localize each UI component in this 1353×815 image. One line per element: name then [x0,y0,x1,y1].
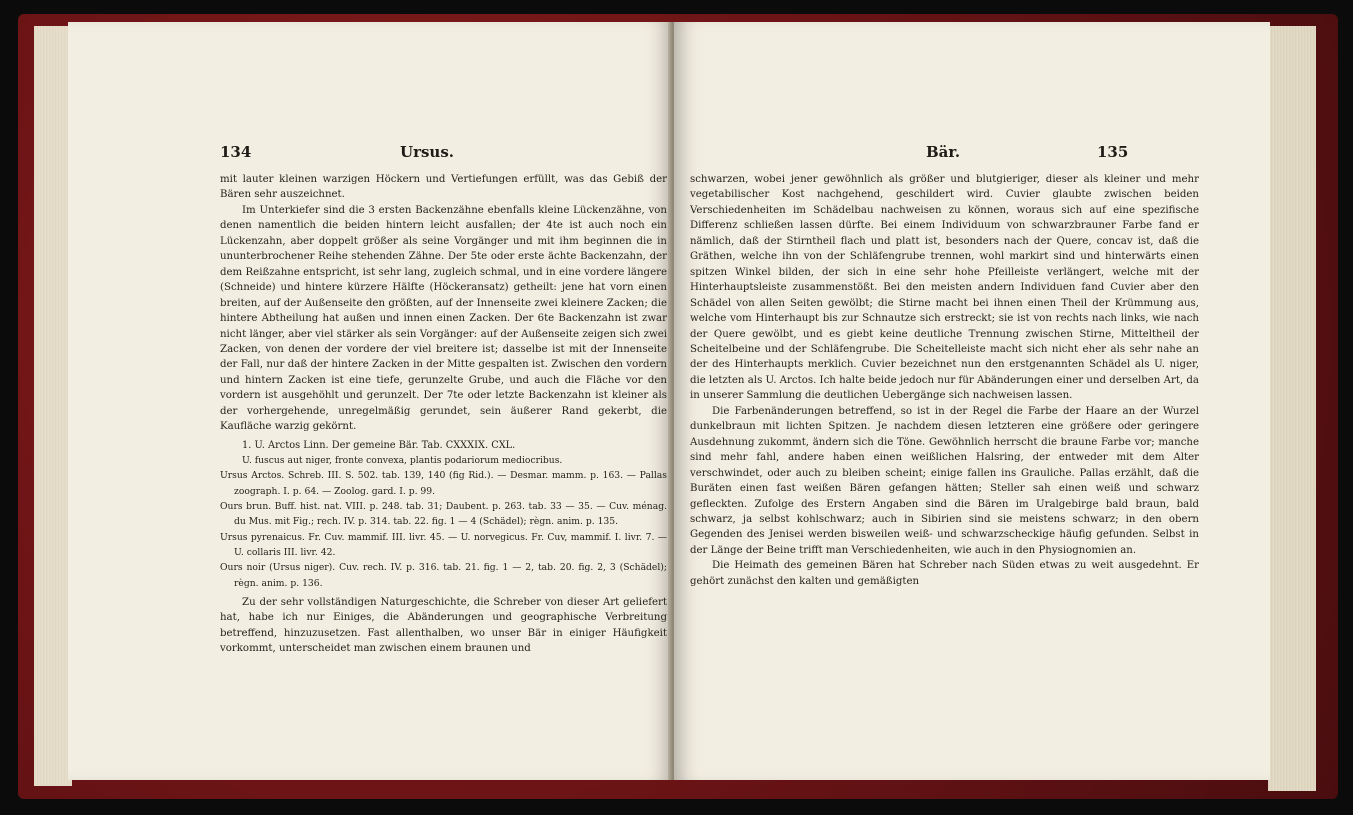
page-number: 135 [1097,143,1129,161]
synonymy [220,453,667,591]
paragraph: Die Heimath des gemeinen Bären hat Schreber nach Süden etwas zu weit ausgedehnt. Er gehört zunächst den kalten und gemäßigten [690,560,1199,587]
left-page [68,22,672,780]
species-heading: 1. U. Arctos Linn. Der gemeine Bär. Tab. CXXXIX. CXL. [242,439,516,451]
paragraph: Die Farbenänderungen betreffend, so ist in der Regel die Farbe der Haare an der Wurzel dunkelbraun mit lichten Spitzen. Je nachdem diesen letzteren eine größere oder geringere Ausdehnung zukommt, ändern sich die Töne. Gewöhnlich herrscht die braune Farbe vor; manche sind mehr fahl, andere haben einen weißlichen Halsring, der entweder mit dem Alter verschwindet, oder auch zu bleiben scheint; einige fallen ins Grauliche. Pallas erzählt, daß die Buräten einen fast weißen Bären gefangen hätten; Steller sah einen weiß und schwarz gefleckten. Zufolge des Erstern Angaben sind die Bären im Uralgebirge bald braun, bald schwarz, ja selbst kohlschwarz; auch in Sibirien sind sie meistens schwarz; in den obern Gegenden des Jenisei werden bisweilen weiß- und schwarzscheckige häufig gefunden. Selbst in der Länge der Beine trifft man Verschiedenheiten, wie auch in den Physiognomien an. [690,405,1199,556]
paragraph: Zu der sehr vollständigen Naturgeschichte, die Schreber von dieser Art geliefert hat, habe ich nur Einiges, die Abänderungen und geographische Verbreitung betreffend, hinzuzusetzen. Fast allenthalben, wo unser Bär in einiger Häufigkeit vorkommt, unterscheidet man zwischen einem braunen und [220,596,667,655]
synonym-entry: Ursus pyrenaicus. Fr. Cuv. mammif. III. livr. 45. — U. norvegicus. Fr. Cuv, mammif. I. livr. 7. — U. collaris III. livr. 42. [220,531,667,558]
right-page [674,22,1270,780]
synonym-entry: Ours brun. Buff. hist. nat. VIII. p. 248. tab. 31; Daubent. p. 263. tab. 33 — 35. — Cuv. ménag. du Mus. mit Fig.; rech. IV. p. 314. tab. 22. fig. 1 — 4 (Schädel); règn. anim. p. 135. [220,501,667,528]
left-page-edges [34,26,72,786]
paragraph: schwarzen, wobei jener gewöhnlich als größer und blutgieriger, dieser als kleiner und mehr vegetabilischer Kost nachgehend, geschildert wird. Cuvier glaubte zwischen beiden Verschiedenheiten im Schädelbau nachweisen zu können, woraus sich auf eine spezifische Differenz schließen lassen dürfte. Bei einem Individuum von schwarzbrauner Farbe fand er nämlich, daß der Stirntheil flach und platt ist, besonders nach der Quere, concav ist, daß die Gräthen, welche ihn von der Schläfengrube trennen, wohl markirt sind und hinterwärts einen spitzen Winkel bilden, der sich in eine sehr hohe Pfeilleiste verlängert, welche mit der Hinterhauptsleiste zusammenstößt. Bei den meisten andern Individuen fand Cuvier aber den Schädel von allen Seiten gewölbt; die Stirne macht bei ihnen einen Theil der Krümmung aus, welche vom Hinterhaupt bis zur Schnautze sich erstreckt; sie ist von rechts nach links, wie nach der Quere gewölbt, und es giebt keine deutliche Trennung zwischen Stirne, Mitteltheil der Scheitelbeine und der Schläfengrube. Die Scheitelleiste macht sich nicht eher als sehr nahe an der des Hinterhaupts merklich. Cuvier bezeichnet nun den erstgenannten Schädel als U. niger, die letzten als U. Arctos. Ich halte beide jedoch nur für Abänderungen einer und derselben Art, da in unserer Sammlung die deutlichen Uebergänge sich nachweisen lassen. [690,174,1199,402]
paragraph: Im Unterkiefer sind die 3 ersten Backenzähne ebenfalls kleine Lückenzähne, von denen namentlich die beiden hintern leicht ausfallen; der 4te ist auch noch ein Lückenzahn, aber doppelt größer als seine Vorgänger und mit ihm beginnen die in ununterbrochener Reihe stehenden Zähne. Der 5te oder erste ächte Backenzahn, der dem Reißzahne entspricht, ist sehr lang, zugleich schmal, und in eine vordere längere (Schneide) und hintere kürzere Hälfte (Höckeransatz) getheilt: jene hat vorn einen breiten, auf der Außenseite den größten, auf der Innenseite zwei kleinere Zacken; die hintere Abtheilung hat außen und innen einen Zacken. Der 6te Backenzahn ist zwar nicht länger, aber viel stärker als sein Vorgänger: auf der Außenseite zeigen sich zwei Zacken, von denen der vordere der viel breitere ist; dasselbe ist mit der Innenseite der Fall, nur daß der hintere Zacken in der Mitte gespalten ist. Zwischen den vordern und hintern Zacken ist eine tiefe, gerunzelte Grube, und auch die Fläche vor den vordern ist ausgehöhlt und gerunzelt. Der 7te oder letzte Backenzahn ist kleiner als der vorhergehende, unregelmäßig gerundet, sein äußerer Rand gekerbt, die Kaufläche warzig gekörnt. [220,204,667,433]
synonym-entry: Ursus Arctos. Schreb. III. S. 502. tab. 139, 140 (fig Rid.). — Desmar. mamm. p. 163. — Pallas zoograph. I. p. 64. — Zoolog. gard. I. p. 99. [220,470,667,497]
right-page-edges [1268,26,1316,791]
right-page-body [690,172,1199,589]
page-number: 134 [220,143,252,161]
running-head: Ursus. [400,143,455,161]
left-page-body [220,172,667,657]
running-head: Bär. [926,143,961,161]
synonym-entry: Ours noir (Ursus niger). Cuv. rech. IV. p. 316. tab. 21. fig. 1 — 2, tab. 20. fig. 2, 3 (Schädel); règn. anim. p. 136. [220,562,667,589]
diagnosis: U. fuscus aut niger, fronte convexa, plantis podariorum mediocribus. [242,455,563,467]
paragraph: mit lauter kleinen warzigen Höckern und Vertiefungen erfüllt, was das Gebiß der Bären sehr auszeichnet. [220,174,667,201]
